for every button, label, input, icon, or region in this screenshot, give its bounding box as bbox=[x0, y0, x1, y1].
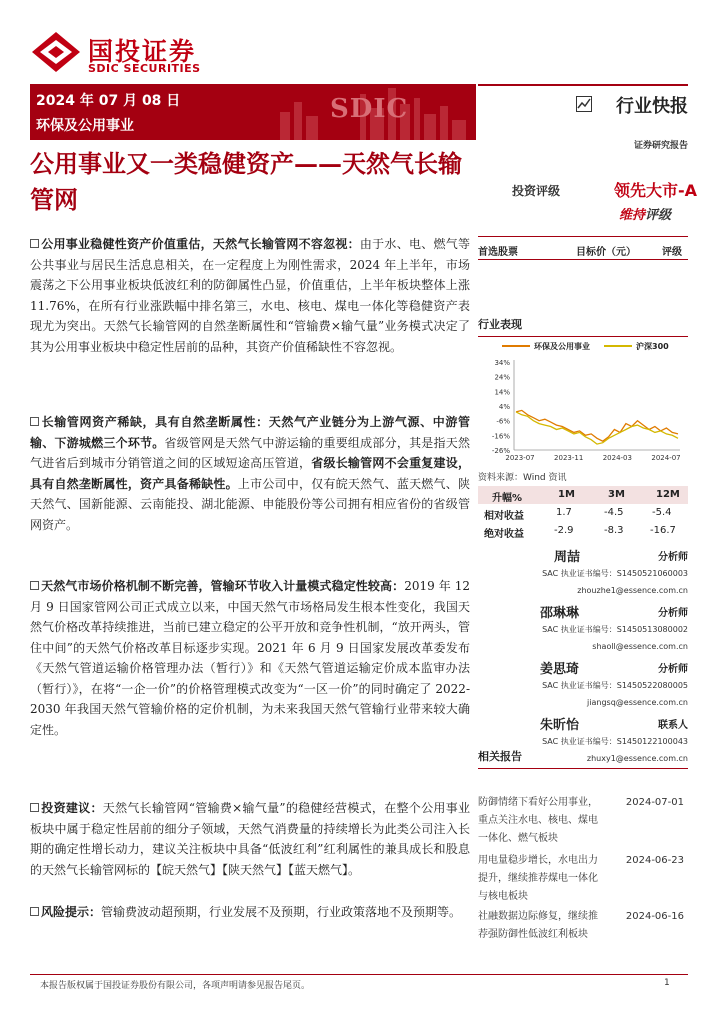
report-category: 证券研究报告 bbox=[633, 141, 688, 151]
logo-en-text: SDIC SECURITIES bbox=[88, 62, 201, 75]
analyst-email[interactable]: jiangsq@essence.com.cn bbox=[587, 698, 688, 707]
rating-maintain-suffix: 评级 bbox=[645, 208, 672, 223]
chart-source: 资料来源：Wind 资讯 bbox=[478, 473, 567, 483]
perf-cell: -5.4 bbox=[652, 507, 672, 518]
perf-row-label: 绝对收益 bbox=[484, 529, 524, 540]
perf-header-1m: 1M bbox=[558, 489, 575, 500]
y-tick-label: -26% bbox=[491, 447, 510, 455]
paragraph-summary bbox=[30, 234, 470, 357]
y-tick-label: -16% bbox=[491, 432, 510, 441]
checkbox-bullet-icon bbox=[30, 581, 39, 590]
stock-col-rating: 评级 bbox=[662, 247, 682, 258]
related-report-item[interactable] bbox=[478, 908, 688, 948]
perf-cell: -8.3 bbox=[604, 525, 624, 536]
company-logo bbox=[30, 30, 250, 80]
paragraph-pipeline bbox=[30, 412, 470, 535]
perf-cell: 1.7 bbox=[556, 507, 572, 518]
footer-divider bbox=[30, 974, 688, 975]
perf-header-3m: 3M bbox=[608, 489, 625, 500]
market-performance-chart bbox=[478, 336, 688, 466]
related-report-date: 2024-07-01 bbox=[625, 797, 684, 808]
paragraph-lead: 公用事业稳健性资产价值重估，天然气长输管网不容忽视： bbox=[41, 237, 360, 251]
banner-watermark: SDIC bbox=[330, 94, 409, 124]
analyst-card bbox=[478, 546, 688, 602]
series-line bbox=[516, 412, 678, 444]
checkbox-bullet-icon bbox=[30, 239, 39, 248]
paragraph-lead: 长输管网资产稀缺，具有自然垄断属性：天然气产业链分为上游气源、中游管输、下游城燃三个环节。 bbox=[30, 415, 470, 450]
paragraph-lead: 风险提示： bbox=[41, 905, 102, 919]
analyst-email[interactable]: zhouzhe1@essence.com.cn bbox=[577, 586, 688, 595]
analyst-cert: SAC 执业证书编号：S1450522080005 bbox=[542, 681, 688, 690]
report-date: 2024 年 07 月 08 日 bbox=[36, 93, 181, 109]
series-line bbox=[516, 410, 678, 441]
table-row bbox=[478, 522, 688, 540]
related-report-date: 2024-06-23 bbox=[625, 855, 684, 866]
y-tick-label: 24% bbox=[494, 373, 510, 382]
analyst-role: 分析师 bbox=[658, 552, 688, 563]
perf-cell: -16.7 bbox=[650, 525, 676, 536]
analyst-name: 邵琳琳 bbox=[540, 606, 580, 621]
analyst-email[interactable]: shaoll@essence.com.cn bbox=[592, 642, 688, 651]
paragraph-investment bbox=[30, 798, 470, 880]
analyst-name: 朱昕怡 bbox=[540, 718, 580, 733]
legend-label: 环保及公用事业 bbox=[534, 342, 590, 351]
performance-header-row bbox=[478, 486, 688, 504]
stock-col-stock: 首选股票 bbox=[478, 247, 518, 258]
x-tick-label: 2024-03 bbox=[602, 454, 632, 462]
header-banner bbox=[30, 84, 476, 140]
paragraph-text: 由于水、电、燃气等公共事业与居民生活息息相关，在一定程度上为刚性需求，2024 年上半年，市场震荡之下公用事业板块低波红利的防御属性凸显，价值重估，上半年板块整体上涨 11.76%，在所有行业涨跌幅中排名第三，水电、核电、煤电一体化等稳健资产表现尤为突出。天然气长输管网的自然垄断属性和“管输费×输气量”业务模式决定了其为公用事业板块中稳定性居前的品种，其资产价值稀缺性不容忽视。 bbox=[30, 237, 470, 354]
related-report-title[interactable]: 防御情绪下看好公用事业，重点关注水电、核电、煤电一体化、燃气板块 bbox=[478, 797, 598, 844]
checkbox-bullet-icon bbox=[30, 907, 39, 916]
perf-cell: -4.5 bbox=[604, 507, 624, 518]
stock-table-header bbox=[478, 236, 688, 260]
related-reports-title: 相关报告 bbox=[478, 748, 688, 769]
perf-cell: -2.9 bbox=[554, 525, 574, 536]
related-report-title[interactable]: 社融数据边际修复，继续推荐强防御性低波红利板块 bbox=[478, 911, 598, 940]
chart-trend-icon bbox=[576, 96, 592, 112]
table-row bbox=[478, 504, 688, 522]
legend-label: 沪深300 bbox=[636, 342, 669, 351]
rating-maintain-prefix: 维持 bbox=[619, 208, 646, 223]
page-number: 1 bbox=[664, 978, 670, 988]
x-tick-label: 2024-07 bbox=[651, 454, 681, 462]
rating-value: 领先大市-A bbox=[614, 181, 698, 200]
paragraph-text: 天然气长输管网“管输费×输气量”的稳健经营模式，在整个公用事业板块中属于稳定性居前的细分子领域，天然气消费量的持续增长为此类公司注入长期的确定性增长动力，建议关注板块中具备“低波红利”红利属性的兼具成长和股息的天然气长输管网标的【皖天然气】【陕天然气】【蓝天燃气】。 bbox=[30, 801, 470, 877]
performance-table bbox=[478, 486, 688, 540]
rating-maintain bbox=[619, 204, 671, 223]
analyst-role: 分析师 bbox=[658, 664, 688, 675]
report-sector: 环保及公用事业 bbox=[36, 118, 134, 134]
footer-disclaimer: 本报告版权属于国投证券股份有限公司，各项声明请参见报告尾页。 bbox=[40, 981, 311, 991]
related-report-title[interactable]: 用电量稳步增长，水电出力提升，继续推荐煤电一体化与核电板块 bbox=[478, 855, 598, 902]
checkbox-bullet-icon bbox=[30, 803, 39, 812]
paragraph-risk bbox=[30, 902, 470, 923]
analyst-name: 周喆 bbox=[554, 550, 581, 565]
perf-row-label: 相对收益 bbox=[484, 511, 524, 522]
y-tick-label: 4% bbox=[498, 403, 510, 411]
stock-col-target: 目标价（元） bbox=[576, 247, 636, 258]
analyst-card bbox=[478, 602, 688, 658]
x-tick-label: 2023-11 bbox=[554, 454, 584, 462]
analyst-name: 姜思琦 bbox=[540, 662, 580, 677]
paragraph-lead: 天然气市场价格机制不断完善，管输环节收入计量模式稳定性较高： bbox=[41, 579, 405, 593]
perf-header-label: 升幅% bbox=[492, 493, 523, 504]
paragraph-pricing bbox=[30, 576, 470, 740]
logo-mark-icon bbox=[30, 30, 82, 74]
analyst-card bbox=[478, 658, 688, 714]
checkbox-bullet-icon bbox=[30, 417, 39, 426]
related-report-item[interactable] bbox=[478, 794, 688, 850]
analyst-cert: SAC 执业证书编号：S1450513080002 bbox=[542, 625, 688, 634]
y-tick-label: 14% bbox=[494, 388, 510, 397]
analyst-cert: SAC 执业证书编号：S1450122100043 bbox=[542, 737, 688, 746]
related-report-date: 2024-06-16 bbox=[625, 911, 684, 922]
paragraph-text: 省级管网是天然气中游运输的重要组成部分，其是指天然气进省后到城市分销管道之间的区域短途高压管道， bbox=[30, 435, 470, 470]
y-tick-label: 34% bbox=[494, 359, 510, 367]
analyst-cert: SAC 执业证书编号：S1450521060003 bbox=[542, 569, 688, 578]
paragraph-bold: 省级长输管网不会重复建设，具有自然垄断属性，资产具备稀缺性。 bbox=[30, 456, 470, 491]
analyst-role: 联系人 bbox=[658, 720, 688, 731]
market-performance-title: 行业表现 bbox=[478, 316, 688, 337]
perf-header-12m: 12M bbox=[656, 489, 680, 500]
analyst-role: 分析师 bbox=[658, 608, 688, 619]
report-type-header bbox=[478, 84, 688, 151]
analyst-email[interactable]: zhuxy1@essence.com.cn bbox=[586, 754, 688, 763]
rating-label: 投资评级 bbox=[512, 184, 561, 198]
paragraph-text: 上市公司中，仅有皖天然气、蓝天燃气、陕天然气、国新能源、云南能投、湖北能源、申能股份等公司拥有相应省份的省级管网资产。 bbox=[30, 476, 470, 532]
related-report-item[interactable] bbox=[478, 852, 688, 908]
paragraph-lead: 投资建议： bbox=[41, 801, 103, 815]
page-title: 公用事业又一类稳健资产——天然气长输管网 bbox=[30, 149, 462, 214]
logo-cn-text: 国投证券 bbox=[88, 37, 197, 66]
report-type: 行业快报 bbox=[616, 96, 688, 117]
paragraph-text: 管输费波动超预期，行业发展不及预期，行业政策落地不及预期等。 bbox=[101, 905, 462, 919]
y-tick-label: -6% bbox=[496, 417, 510, 426]
x-tick-label: 2023-07 bbox=[505, 454, 535, 462]
paragraph-text: 2019 年 12 月 9 日国家管网公司正式成立以来，中国天然气市场格局发生根本性变化，我国天然气价格改革持续推进，当前已建立稳定的公平开放和竞争性机制，“放开两头，管住中间”的天然气价格改革目标逐步实现。2021 年 6 月 9 日国家发展改革委发布《天然气管道运输价格管理办法（暂行）》和《天然气管道运输定价成本监审办法（暂行）》，在将“一企一价”的价格管理模式改变为“一区一价”的同时确定了 2022-2030 年我国天然气管输价格的定价机制，为未来我国天然气管输行业带来较大确定性。 bbox=[30, 579, 470, 737]
